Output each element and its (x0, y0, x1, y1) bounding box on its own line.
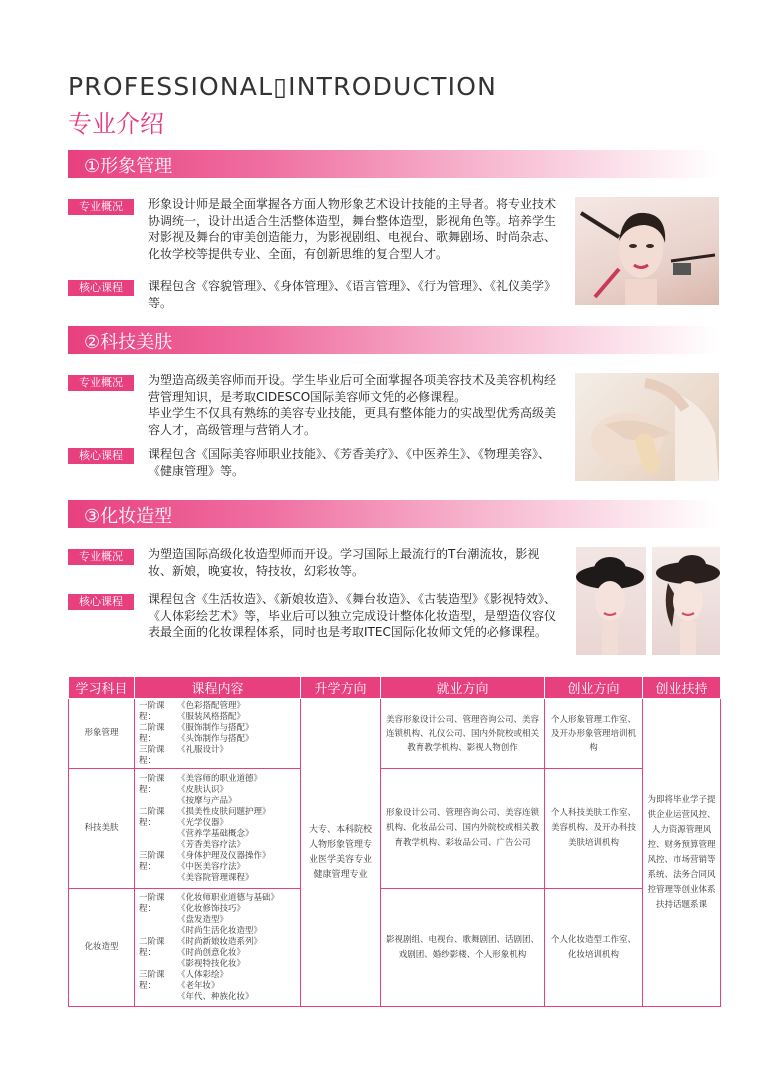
support-cell: 为即将毕业学子提供企业运营风控、人力资源管理风控、财务预算管理风控、市场营销等系统、法务合同风控管理等创业体系扶持话题系课 (643, 699, 721, 1007)
core-course-tag: 核心课程 (68, 594, 134, 610)
core-course-tag: 核心课程 (68, 280, 134, 296)
core-course-text: 课程包含《生活妆造》、《新娘妆造》、《舞台妆造》、《古装造型》《影视特效》、《人体彩绘艺术》等，毕业后可以独立完成设计整体化妆造型，是塑造仪容仪表最全面的化妆课程体系，同时也是考取ITEC国际化妆师文凭的必修课程。 (148, 592, 557, 639)
further-study-cell: 大专、本科院校人物形象管理专业医学美容专业健康管理专业 (301, 699, 381, 1007)
career-path-table (68, 676, 721, 1007)
page-title-cn: 专业介绍 (68, 110, 164, 138)
core-course-text: 课程包含《国际美容师职业技能》、《芳香美疗》、《中医养生》、《物理美容》、《健康管理》等。 (148, 447, 551, 478)
section-title: ②科技美肤 (84, 332, 173, 353)
col-header-course: 课程内容 (135, 677, 301, 699)
table-row (69, 699, 721, 769)
section-header-tech-skincare (68, 326, 718, 354)
hat-model-photo-right (652, 547, 720, 655)
facial-treatment-photo (575, 373, 719, 481)
course-cell: 一阶课程： 《化妆师职业道德与基础》 《化妆修饰技巧》 《盘发造型》 《时尚生活化妆造型》 二阶课程： 《时尚新娘妆造系列》 《时尚创意化妆》 《影视特技化妆》 三阶课程： 《人体彩绘》 《老年妆》 《年代、种族化妆》 (135, 889, 301, 1007)
employment-cell: 美容形象设计公司、管理咨询公司、美容连锁机构、礼仪公司、国内外院校或相关教育教学机构、影视人物创作 (381, 699, 545, 769)
table-row (69, 769, 721, 889)
overview-tag: 专业概况 (68, 375, 134, 391)
col-header-support: 创业扶持 (643, 677, 721, 699)
overview-tag: 专业概况 (68, 549, 134, 565)
section-title: ③化妆造型 (84, 506, 173, 527)
overview-tag: 专业概况 (68, 199, 134, 215)
course-cell: 一阶课程： 《美容师的职业道德》 《皮肤认识》 《按摩与产品》 二阶课程： 《损美性皮肤问题护理》 《光学仪器》 《营养学基础概念》 《芳香美容疗法》 三阶课程： 《身体护理及仪器操作》 《中医美容疗法》 《美容院管理课程》 (135, 769, 301, 889)
col-header-employment: 就业方向 (381, 677, 545, 699)
course-cell: 一阶课程： 《色彩搭配管理》 《服装风格搭配》 二阶课程： 《服饰制作与搭配》 《头饰制作与搭配》 三阶课程： 《礼服设计》 (135, 699, 301, 769)
col-header-startup: 创业方向 (545, 677, 643, 699)
page-title-en: PROFESSIONAL▯INTRODUCTION (68, 72, 497, 101)
table-row (69, 889, 721, 1007)
table-header-row (69, 677, 721, 699)
col-header-subject: 学习科目 (69, 677, 135, 699)
makeup-model-photo (575, 197, 719, 305)
core-course-text: 课程包含《容貌管理》、《身体管理》、《语言管理》、《行为管理》、《礼仪美学》等。 (148, 279, 557, 310)
section-title: ①形象管理 (84, 156, 173, 177)
overview-text: 形象设计师是最全面掌握各方面人物形象艺术设计技能的主导者。将专业技术协调统一，设计出适合生活整体造型，舞台整体造型，影视角色等。培养学生对影视及舞台的审美创造能力，为影视剧组、电视台、歌舞剧场、时尚杂志、化妆学校等提供专业、全面，有创新思维的复合型人才。 (148, 197, 557, 261)
employment-cell: 形象设计公司、管理咨询公司、美容连锁机构、化妆品公司、国内外院校或相关教育教学机构、彩妆品公司、广告公司 (381, 769, 545, 889)
startup-cell: 个人科技美肤工作室、美容机构、及开办科技美肤培训机构 (545, 769, 643, 889)
core-course-tag: 核心课程 (68, 448, 134, 464)
section-header-makeup-styling (68, 500, 718, 528)
startup-cell: 个人形象管理工作室、及开办形象管理培训机构 (545, 699, 643, 769)
startup-cell: 个人化妆造型工作室、化妆培训机构 (545, 889, 643, 1007)
section-header-image-management (68, 150, 718, 178)
col-header-further-study: 升学方向 (301, 677, 381, 699)
subject-cell: 形象管理 (69, 699, 135, 769)
subject-cell: 科技美肤 (69, 769, 135, 889)
overview-text: 为塑造国际高级化妆造型师而开设。学习国际上最流行的T台潮流妆，影视妆、新娘，晚宴妆，特技妆，幻彩妆等。 (148, 547, 540, 578)
employment-cell: 影视剧组、电视台、歌舞剧团、话剧团、戏剧团、婚纱影楼、个人形象机构 (381, 889, 545, 1007)
hat-model-photo-left (576, 547, 646, 655)
overview-text: 为塑造高级美容师而开设。学生毕业后可全面掌握各项美容技术及美容机构经营管理知识，是考取CIDESCO国际美容师文凭的必修课程。 毕业学生不仅具有熟练的美容专业技能，更具有整体能力的实战型优秀高级美容人才，高级管理与营销人才。 (148, 373, 557, 437)
subject-cell: 化妆造型 (69, 889, 135, 1007)
